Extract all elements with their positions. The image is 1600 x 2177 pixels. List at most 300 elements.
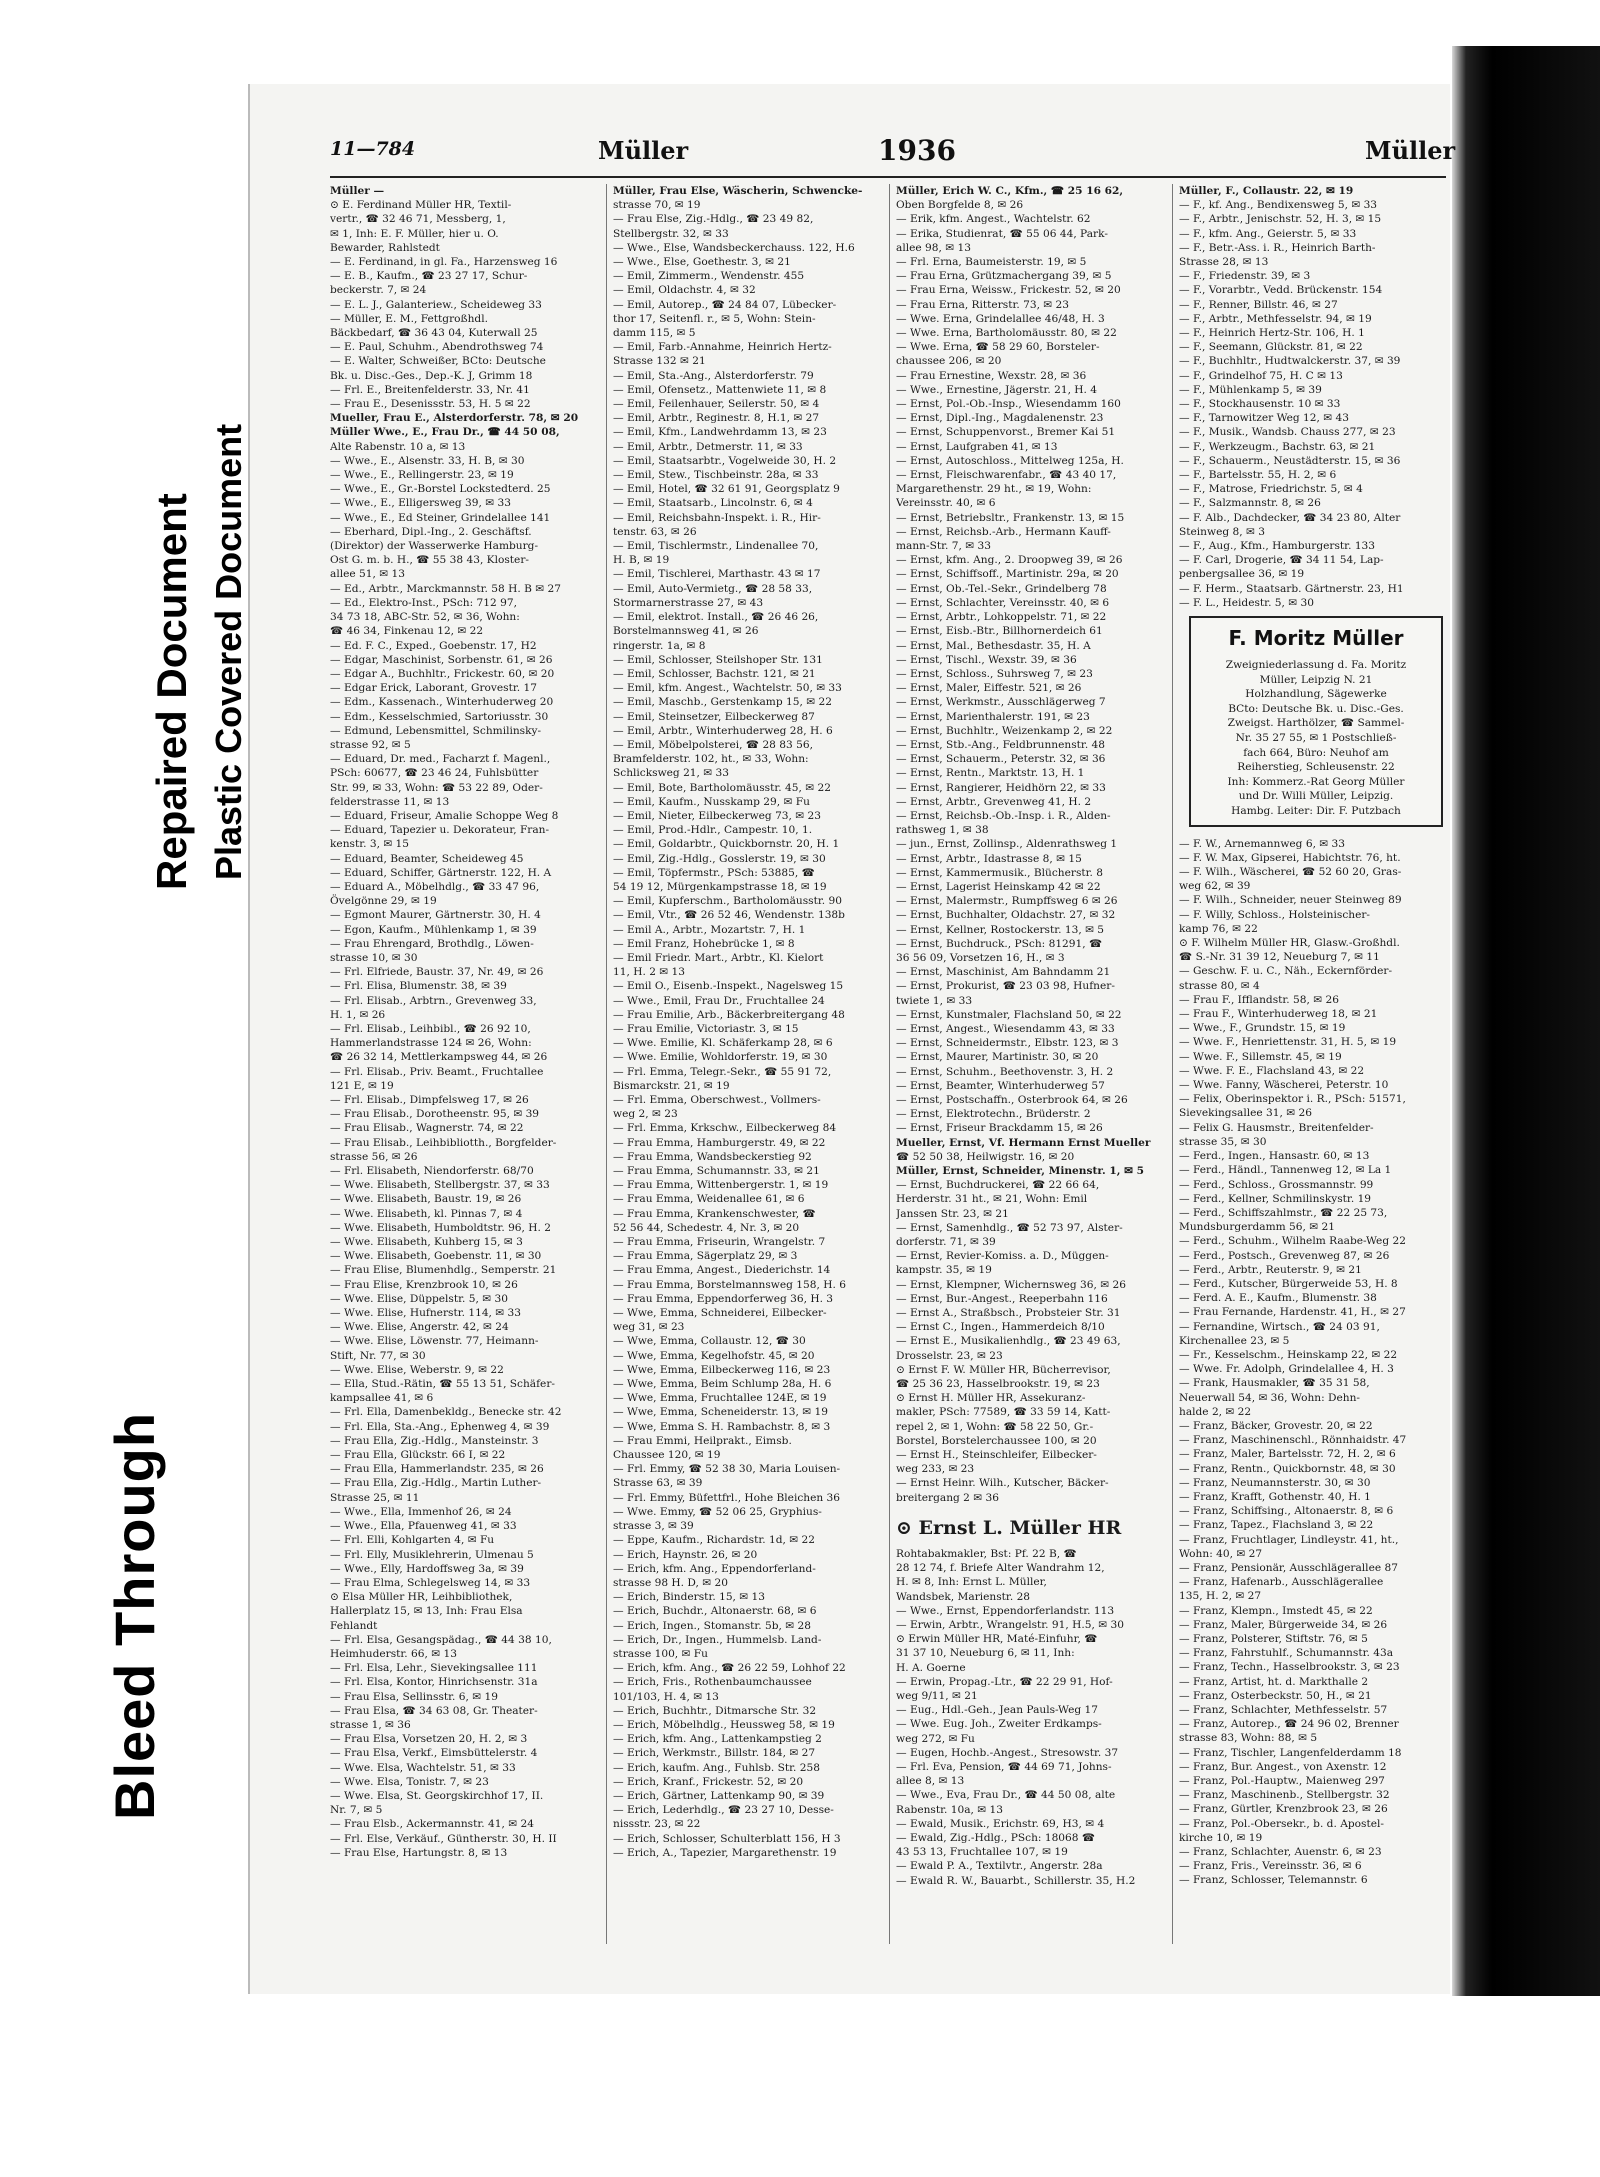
- directory-entry: — Frau Emma, Angest., Diederichstr. 14: [613, 1264, 831, 1277]
- directory-entry: — Ferd., Schloss., Grossmannstr. 99: [1179, 1178, 1374, 1191]
- directory-entry: — Erich, A., Tapezier, Margarethenstr. 19: [613, 1846, 837, 1859]
- directory-entry: — Wwe. Elisabeth, kl. Pinnas 7, ✉ 4: [330, 1207, 523, 1220]
- directory-entry: — Wwe. Elise, Hufnerstr. 114, ✉ 33: [330, 1307, 522, 1320]
- directory-entry: — Ernst, Dipl.-Ing., Magdalenenstr. 23: [896, 412, 1104, 425]
- directory-entry: — Wwe. Emilie, Kl. Schäferkamp 28, ✉ 6: [613, 1037, 833, 1050]
- directory-entry: — Wwe., F., Grundstr. 15, ✉ 19: [1179, 1022, 1346, 1035]
- ad-line: Nr. 35 27 55, ✉ 1 Postschließ-: [1235, 732, 1397, 745]
- directory-entry: — Frau Elsb., Ackermannstr. 41, ✉ 24: [330, 1818, 534, 1831]
- directory-entry: — Emil, Feilenhauer, Seilerstr. 50, ✉ 4: [613, 398, 820, 411]
- directory-entry: — Wwe, Emma S. H. Rambachstr. 8, ✉ 3: [613, 1420, 831, 1433]
- directory-entry: — Ernst, Kellner, Rostockerstr. 13, ✉ 5: [896, 923, 1105, 936]
- directory-entry: — F., Arbtr., Jenischstr. 52, H. 3, ✉ 15: [1179, 213, 1382, 226]
- directory-entry: Ost G. m. b. H., ☎ 55 38 43, Kloster-: [330, 554, 529, 567]
- directory-entry: — Ernst, Arbtr., Grevenweg 41, H. 2: [896, 795, 1092, 808]
- directory-entry: — Frl. Elisab., Priv. Beamt., Fruchtallee: [330, 1065, 544, 1078]
- directory-entry: repel 2, ✉ 1, Wohn: ☎ 58 22 50, Gr.-: [896, 1420, 1094, 1433]
- directory-entry: — Ernst, Bur.-Angest., Reeperbahn 116: [896, 1292, 1108, 1305]
- directory-entry: — E. B., Kaufm., ☎ 23 27 17, Schur-: [330, 270, 528, 283]
- directory-entry: — Ernst, Schneidermstr., Elbstr. 123, ✉ 3: [896, 1037, 1119, 1050]
- directory-entry: — Frau Else, Hartungstr. 8, ✉ 13: [330, 1846, 508, 1859]
- directory-entry: — Frau Emma, Schumannstr. 33, ✉ 21: [613, 1165, 820, 1178]
- directory-entry: 11, H. 2 ✉ 13: [613, 966, 686, 979]
- directory-entry: — Emil, elektrot. Install., ☎ 26 46 26,: [613, 611, 819, 624]
- directory-entry: — Erich, Binderstr. 15, ✉ 13: [613, 1591, 766, 1604]
- directory-entry: — Ernst, Klempner, Wichernsweg 36, ✉ 26: [896, 1278, 1126, 1291]
- directory-entry: — Frau Emmi, Heilprakt., Eimsb.: [613, 1434, 792, 1447]
- directory-entry: — Erich, kaufm. Ang., Fuhlsb. Str. 258: [613, 1761, 820, 1774]
- directory-entry: — Emil, Steinsetzer, Eilbeckerweg 87: [613, 710, 815, 723]
- directory-entry: makler, PSch: 77589, ☎ 33 59 14, Katt-: [896, 1406, 1111, 1419]
- directory-entry: — Eppe, Kaufm., Richardstr. 1d, ✉ 22: [613, 1534, 815, 1547]
- directory-entry: 36 56 09, Vorsetzen 16, H., ✉ 3: [896, 951, 1065, 964]
- directory-entry: H. B, ✉ 19: [613, 554, 670, 567]
- directory-entry: — Ewald R. W., Bauarbt., Schillerstr. 35, H.2: [896, 1874, 1136, 1887]
- directory-entry: Bk. u. Disc.-Ges., Dep.-K. J, Grimm 18: [330, 369, 533, 382]
- directory-entry: Schlicksweg 21, ✉ 33: [613, 767, 730, 780]
- directory-entry: — Ernst, Elektrotechn., Brüderstr. 2: [896, 1108, 1091, 1121]
- directory-entry: Stormarnerstrasse 27, ✉ 43: [613, 596, 764, 609]
- column-divider: [1172, 184, 1173, 1944]
- directory-entry: — Emil, Vtr., ☎ 26 52 46, Wendenstr. 138b: [613, 909, 845, 922]
- directory-entry: — Eug., Hdl.-Geh., Jean Pauls-Weg 17: [896, 1704, 1098, 1717]
- directory-entry: — E. Paul, Schuhm., Abendrothsweg 74: [330, 341, 544, 354]
- directory-entry: — Ernst, Kunstmaler, Flachsland 50, ✉ 22: [896, 1008, 1122, 1021]
- directory-entry: — Frl. Erna, Baumeisterstr. 19, ✉ 5: [896, 256, 1087, 269]
- directory-entry: ⊙ Erwin Müller HR, Maté-Einfuhr, ☎: [896, 1633, 1098, 1646]
- directory-entry: — Wwe. Emmy, ☎ 52 06 25, Gryphius-: [613, 1505, 822, 1518]
- directory-entry: — Emil, Zig.-Hdlg., Gosslerstr. 19, ✉ 30: [613, 852, 826, 865]
- directory-entry: — Ernst, Mal., Bethesdastr. 35, H. A: [896, 639, 1091, 652]
- ad-line: Zweigniederlassung d. Fa. Moritz: [1225, 659, 1407, 672]
- directory-entry: damm 115, ✉ 5: [613, 327, 696, 340]
- directory-entry: — Wwe, Emma, Kegelhofstr. 45, ✉ 20: [613, 1349, 815, 1362]
- directory-entry: — Frau Erna, Weissw., Frickestr. 52, ✉ 20: [896, 284, 1121, 297]
- directory-entry: — Ernst, Maler, Eiffestr. 521, ✉ 26: [896, 682, 1082, 695]
- directory-entry: — Eberhard, Dipl.-Ing., 2. Geschäftsf.: [330, 525, 532, 538]
- directory-entry: — Erich, Werkmstr., Billstr. 184, ✉ 27: [613, 1747, 816, 1760]
- directory-entry: ⊙ E. Ferdinand Müller HR, Textil-: [330, 199, 512, 212]
- directory-entry: — Frl. Elsa, Kontor, Hinrichsenstr. 31a: [330, 1676, 538, 1689]
- directory-entry: — Ernst, Buchdruckerei, ☎ 22 66 64,: [896, 1179, 1100, 1192]
- directory-entry: — Wwe. Fr. Adolph, Grindelallee 4, H. 3: [1179, 1363, 1394, 1376]
- directory-entry: — E. Ferdinand, in gl. Fa., Harzensweg 16: [330, 256, 558, 269]
- directory-entry: kampsallee 41, ✉ 6: [330, 1392, 434, 1405]
- directory-entry: — Emil, Töpfermstr., PSch: 53885, ☎: [613, 866, 815, 879]
- directory-entry: — Ernst, Schlachter, Vereinsstr. 40, ✉ 6: [896, 596, 1110, 609]
- directory-entry: strasse 92, ✉ 5: [330, 738, 411, 751]
- directory-entry: — Frau Ella, Hammerlandstr. 235, ✉ 26: [330, 1463, 544, 1476]
- directory-entry: — F., Friedenstr. 39, ✉ 3: [1179, 270, 1311, 283]
- column-divider: [606, 184, 607, 1944]
- directory-entry: — Franz, Techn., Hasselbrookstr. 3, ✉ 23: [1179, 1661, 1400, 1674]
- directory-entry: — Wwe. Elisabeth, Baustr. 19, ✉ 26: [330, 1193, 522, 1206]
- directory-entry: — Ernst, Buchhltr., Weizenkamp 2, ✉ 22: [896, 724, 1113, 737]
- directory-entry: — Ernst, Marienthalerstr. 191, ✉ 23: [896, 710, 1090, 723]
- directory-entry: — Franz, Rentn., Quickbornstr. 48, ✉ 30: [1179, 1462, 1396, 1475]
- directory-entry: mann-Str. 7, ✉ 33: [896, 540, 991, 553]
- directory-entry: — Eugen, Hochb.-Angest., Stresowstr. 37: [896, 1746, 1119, 1759]
- directory-entry: — Emil, Kfm., Landwehrdamm 13, ✉ 23: [613, 426, 827, 439]
- directory-entry: — Frl. Elisab., Leihbibl., ☎ 26 92 10,: [330, 1022, 531, 1035]
- directory-entry: Str. 99, ✉ 33, Wohn: ☎ 53 22 89, Oder-: [330, 781, 543, 794]
- directory-entry: — Ernst, Samenhdlg., ☎ 52 73 97, Alster-: [896, 1221, 1123, 1234]
- directory-entry: rathsweg 1, ✉ 38: [896, 824, 989, 837]
- directory-entry: — Ernst Heinr. Wilh., Kutscher, Bäcker-: [896, 1477, 1109, 1490]
- directory-entry: — Emil Friedr. Mart., Arbtr., Kl. Kielort: [613, 951, 824, 964]
- directory-entry: — Emil, Goldarbtr., Quickbornstr. 20, H. 1: [613, 838, 840, 851]
- directory-entry: — Felix G. Hausmstr., Breitenfelder-: [1179, 1121, 1374, 1134]
- directory-entry: ⊙ F. Wilhelm Müller HR, Glasw.-Großhdl.: [1179, 937, 1400, 950]
- directory-entry: — Felix, Oberinspektor i. R., PSch: 51571,: [1179, 1093, 1406, 1106]
- directory-entry: — Wwe. F. E., Flachsland 43, ✉ 22: [1179, 1064, 1365, 1077]
- directory-entry: — Ernst, Buchdruck., PSch: 81291, ☎: [896, 937, 1103, 950]
- directory-entry: — Frl. Elsa, Gesangspädag., ☎ 44 38 10,: [330, 1633, 552, 1646]
- directory-entry: — Ed. F. C., Exped., Goebenstr. 17, H2: [330, 639, 537, 652]
- directory-entry: — Eduard, Tapezier u. Dekorateur, Fran-: [330, 824, 550, 837]
- directory-entry: — F., Werkzeugm., Bachstr. 63, ✉ 21: [1179, 440, 1376, 453]
- directory-entry: — Frl. Eva, Pension, ☎ 44 69 71, Johns-: [896, 1760, 1112, 1773]
- directory-entry: — Ferd. A. E., Kaufm., Blumenstr. 38: [1179, 1292, 1377, 1305]
- directory-entry: — F., Heinrich Hertz-Str. 106, H. 1: [1179, 327, 1365, 340]
- directory-entry: — Erich, kfm. Ang., Eppendorferland-: [613, 1562, 816, 1575]
- directory-entry: — Erich, Möbelhdlg., Heussweg 58, ✉ 19: [613, 1718, 835, 1731]
- directory-entry: — Ed., Elektro-Inst., PSch: 712 97,: [330, 596, 517, 609]
- directory-entry: Müller —: [330, 185, 385, 197]
- ad-line: BCto: Deutsche Bk. u. Disc.-Ges.: [1228, 702, 1404, 715]
- directory-entry: H. A. Goerne: [896, 1661, 966, 1674]
- directory-entry: — Erwin, Propag.-Ltr., ☎ 22 29 91, Hof-: [896, 1675, 1113, 1688]
- directory-entry: — Erich, kfm. Ang., ☎ 26 22 59, Lohhof 22: [613, 1662, 846, 1675]
- listing-column-3: [896, 184, 1162, 1964]
- directory-entry: Steinweg 8, ✉ 3: [1179, 525, 1265, 538]
- directory-entry: Bäckbedarf, ☎ 36 43 04, Kuterwall 25: [330, 327, 538, 340]
- directory-entry: — Franz, Schlachter, Auenstr. 6, ✉ 23: [1179, 1846, 1382, 1859]
- directory-entry: — Frau Else, Zig.-Hdlg., ☎ 23 49 82,: [613, 213, 814, 226]
- directory-entry: breitergang 2 ✉ 36: [896, 1491, 999, 1504]
- directory-entry: — Frl. Elly, Musiklehrerin, Ulmenau 5: [330, 1548, 534, 1561]
- directory-entry: — Ernst, Rentn., Marktstr. 13, H. 1: [896, 767, 1085, 780]
- directory-entry: Strasse 25, ✉ 11: [330, 1491, 420, 1504]
- directory-entry: — Frl. Elisabeth, Niendorferstr. 68/70: [330, 1165, 534, 1178]
- directory-entry: — F., Vorarbtr., Vedd. Brückenstr. 154: [1179, 284, 1383, 297]
- directory-entry: thor 17, Seitenfl. r., ✉ 5, Wohn: Stein-: [613, 312, 816, 325]
- directory-entry: kampstr. 35, ✉ 19: [896, 1264, 992, 1277]
- ad-line: und Dr. Willi Müller, Leipzig.: [1238, 790, 1394, 803]
- scan-top-margin: [0, 0, 1600, 46]
- directory-entry: chaussee 206, ✉ 20: [896, 355, 1002, 368]
- directory-entry: Nr. 7, ✉ 5: [330, 1804, 383, 1817]
- directory-entry: Sievekingsallee 31, ✉ 26: [1179, 1107, 1312, 1120]
- directory-entry: — Ewald, Zig.-Hdlg., PSch: 18068 ☎: [896, 1831, 1096, 1844]
- directory-entry: — Frl. Emmy, Büfettfrl., Hohe Bleichen 36: [613, 1491, 841, 1504]
- directory-entry: — Wwe. F., Henriettenstr. 31, H. 5, ✉ 19: [1179, 1036, 1397, 1049]
- directory-entry: — Emil, Kupferschm., Bartholomäusstr. 90: [613, 895, 842, 908]
- directory-entry: — Ernst, kfm. Ang., 2. Droopweg 39, ✉ 26: [896, 554, 1123, 567]
- directory-entry: allee 51, ✉ 13: [330, 568, 405, 581]
- directory-entry: — Wwe. Fanny, Wäscherei, Peterstr. 10: [1179, 1079, 1389, 1092]
- directory-entry: — Franz, Schlachter, Methfesselstr. 57: [1179, 1704, 1388, 1717]
- directory-entry: — Ferd., Ingen., Hansastr. 60, ✉ 13: [1179, 1150, 1370, 1163]
- directory-entry: 28 12 74, f. Briefe Alter Wandrahm 12,: [896, 1562, 1105, 1575]
- directory-entry: Müller, Ernst, Schneider, Minenstr. 1, ✉ 5: [896, 1165, 1145, 1178]
- directory-entry: — Frau Emma, Hamburgerstr. 49, ✉ 22: [613, 1136, 826, 1149]
- directory-entry: — Fr., Kesselschm., Heinskamp 22, ✉ 22: [1179, 1348, 1398, 1361]
- directory-entry: — Wwe. Elsa, Wachtelstr. 51, ✉ 33: [330, 1761, 516, 1774]
- directory-entry: — Ernst, Kammermusik., Blücherstr. 8: [896, 866, 1104, 879]
- directory-entry: — Emil A., Arbtr., Mozartstr. 7, H. 1: [613, 923, 806, 936]
- directory-entry: — Frl. Elsa, Lehr., Sievekingsallee 111: [330, 1662, 538, 1675]
- directory-entry: — Wwe. Elisabeth, Humboldtstr. 96, H. 2: [330, 1221, 551, 1234]
- directory-entry: Fehlandt: [330, 1619, 378, 1632]
- directory-entry: vertr., ☎ 32 46 71, Messberg, 1,: [330, 213, 506, 226]
- advertisement-box: [1189, 616, 1443, 827]
- directory-entry: — Ernst, Revier-Komiss. a. D., Müggen-: [896, 1250, 1109, 1263]
- directory-entry: — Emil, Nieter, Eilbeckerweg 73, ✉ 23: [613, 809, 822, 822]
- directory-entry: Bewarder, Rahlstedt: [330, 241, 440, 254]
- directory-entry: — Frank, Hausmakler, ☎ 35 31 58,: [1179, 1377, 1370, 1390]
- directory-entry: — Ernst, Stb.-Ang., Feldbrunnenstr. 48: [896, 738, 1106, 751]
- directory-entry: — Fernandine, Wirtsch., ☎ 24 03 91,: [1179, 1320, 1380, 1333]
- directory-entry: — Ewald, Musik., Erichstr. 69, H3, ✉ 4: [896, 1817, 1105, 1830]
- directory-entry: Rohtabakmakler, Bst: Pf. 22 B, ☎: [896, 1547, 1077, 1560]
- directory-entry: — F., kfm. Ang., Geierstr. 5, ✉ 33: [1179, 227, 1357, 240]
- directory-entry: — F., Betr.-Ass. i. R., Heinrich Barth-: [1179, 241, 1376, 254]
- ad-line: fach 664, Büro: Neuhof am: [1243, 746, 1389, 759]
- directory-entry: — F. Alb., Dachdecker, ☎ 34 23 80, Alter: [1179, 511, 1401, 524]
- directory-entry: strasse 98 H. D, ✉ 20: [613, 1576, 728, 1589]
- ad-line: Reiherstieg, Schleusenstr. 22: [1237, 761, 1395, 774]
- directory-entry: — Eduard, Schiffer, Gärtnerstr. 122, H. A: [330, 866, 552, 879]
- directory-entry: — Franz, Polsterer, Stiftstr. 76, ✉ 5: [1179, 1633, 1368, 1645]
- directory-entry: — Ernst, Arbtr., Idastrasse 8, ✉ 15: [896, 852, 1082, 865]
- directory-entry: — Ernst, Prokurist, ☎ 23 03 98, Hufner-: [896, 980, 1115, 993]
- directory-entry: Wohn: 40, ✉ 27: [1179, 1547, 1263, 1560]
- directory-entry: ☎ S.-Nr. 31 39 12, Neueburg 7, ✉ 11: [1179, 951, 1380, 964]
- directory-entry: — Ernst, Beamter, Winterhuderweg 57: [896, 1079, 1105, 1092]
- directory-entry: — Ernst, Schuppenvorst., Bremer Kai 51: [896, 426, 1116, 439]
- directory-entry: — Frau Emma, Eppendorferweg 36, H. 3: [613, 1292, 834, 1305]
- directory-entry: Janssen Str. 23, ✉ 21: [896, 1207, 1009, 1220]
- directory-entry: — Wwe. Elise, Weberstr. 9, ✉ 22: [330, 1363, 504, 1376]
- scanner-shadow-right: [1452, 46, 1600, 1996]
- directory-entry: — Ernst, Reichsb.-Ob.-Insp. i. R., Alden-: [896, 809, 1111, 822]
- directory-entry: — Emil, Farb.-Annahme, Heinrich Hertz-: [613, 341, 832, 354]
- directory-entry: 52 56 44, Schedestr. 4, Nr. 3, ✉ 20: [613, 1221, 800, 1234]
- directory-entry: — F., Matrose, Friedrichstr. 5, ✉ 4: [1179, 483, 1363, 496]
- directory-entry: Övelgönne 29, ✉ 19: [330, 895, 437, 908]
- directory-entry: — Frau Elise, Krenzbrook 10, ✉ 26: [330, 1278, 518, 1291]
- directory-entry: — F., Schauerm., Neustädterstr. 15, ✉ 36: [1179, 454, 1401, 467]
- directory-entry: weg 9/11, ✉ 21: [896, 1689, 978, 1702]
- directory-entry: dorferstr. 71, ✉ 39: [896, 1236, 996, 1249]
- directory-entry: Oben Borgfelde 8, ✉ 26: [896, 199, 1024, 212]
- directory-entry: Alte Rabenstr. 10 a, ✉ 13: [330, 440, 466, 453]
- directory-entry: — Frau Emma, Friseurin, Wrangelstr. 7: [613, 1236, 826, 1249]
- directory-entry: — Ernst, Rangierer, Heidhörn 22, ✉ 33: [896, 781, 1106, 794]
- directory-entry: — Frau Elma, Schlegelsweg 14, ✉ 33: [330, 1576, 531, 1589]
- plastic-covered-label: Plastic Covered Document: [208, 423, 249, 880]
- directory-entry: Hallerplatz 15, ✉ 13, Inh: Frau Elsa: [330, 1605, 523, 1618]
- scan-bottom-margin: [0, 1996, 1600, 2177]
- directory-entry: — Frau F., Winterhuderweg 18, ✉ 21: [1179, 1008, 1378, 1021]
- directory-entry: — Emil Franz, Hohebrücke 1, ✉ 8: [613, 937, 795, 950]
- directory-entry: — Franz, Fruchtlager, Lindleystr. 41, ht.,: [1179, 1533, 1399, 1546]
- directory-entry: — Emil, Prod.-Hdlr., Campestr. 10, 1.: [613, 824, 813, 837]
- directory-entry: — Ferd., Kutscher, Bürgerweide 53, H. 8: [1179, 1277, 1398, 1290]
- directory-entry: — Franz, Maler, Bartelsstr. 72, H. 2, ✉ 6: [1179, 1448, 1396, 1461]
- directory-entry: — Wwe, Emma, Eilbeckerweg 116, ✉ 23: [613, 1363, 831, 1376]
- directory-entry: — Emil, Autorep., ☎ 24 84 07, Lübecker-: [613, 298, 837, 311]
- directory-entry: Borstelmannsweg 41, ✉ 26: [613, 625, 759, 638]
- directory-entry: — Ernst, Reichsb.-Arb., Hermann Kauff-: [896, 525, 1111, 538]
- directory-entry: — F., kf. Ang., Bendixensweg 5, ✉ 33: [1179, 199, 1378, 212]
- directory-entry: ☎ 46 34, Finkenau 12, ✉ 22: [330, 625, 484, 638]
- directory-entry: — Ernst, Schuhm., Beethovenstr. 3, H. 2: [896, 1065, 1114, 1078]
- directory-entry: — Wwe. Elsa, St. Georgskirchhof 17, II.: [330, 1789, 544, 1802]
- directory-entry: — Wwe., Ella, Immenhof 26, ✉ 24: [330, 1505, 512, 1518]
- directory-entry: — F., Grindelhof 75, H. C ✉ 13: [1179, 369, 1343, 382]
- directory-entry: strasse 56, ✉ 26: [330, 1150, 418, 1163]
- directory-entry: — Emil, Stew., Tischbeinstr. 28a, ✉ 33: [613, 469, 819, 482]
- directory-entry: Mueller, Ernst, Vf. Hermann Ernst Mueller: [896, 1136, 1151, 1149]
- directory-entry: Bramfelderstr. 102, ht., ✉ 33, Wohn:: [613, 753, 809, 766]
- directory-entry: — Ernst, Friseur Brackdamm 15, ✉ 26: [896, 1122, 1103, 1135]
- directory-entry: — Egon, Kaufm., Mühlenkamp 1, ✉ 39: [330, 923, 537, 936]
- directory-entry: — Ernst H., Steinschleifer, Eilbecker-: [896, 1449, 1097, 1462]
- directory-entry: — Emil, Ofensetz., Mattenwiete 11, ✉ 8: [613, 383, 827, 396]
- directory-entry: — Ernst, Maschinist, Am Bahndamm 21: [896, 966, 1111, 979]
- directory-entry: Strasse 28, ✉ 13: [1179, 256, 1269, 269]
- directory-entry: — Emil, Schlosser, Bachstr. 121, ✉ 21: [613, 667, 816, 680]
- directory-entry: — Wwe., E., Gr.-Borstel Lockstedterd. 25: [330, 483, 551, 496]
- directory-entry: — Wwe. Erna, ☎ 58 29 60, Borsteler-: [896, 341, 1100, 354]
- directory-entry: ringerstr. 1a, ✉ 8: [613, 639, 706, 652]
- directory-entry: — F., Aug., Kfm., Hamburgerstr. 133: [1179, 540, 1376, 553]
- directory-entry: ☎ 26 32 14, Mettlerkampsweg 44, ✉ 26: [330, 1051, 548, 1064]
- directory-entry: — F., Musik., Wandsb. Chauss 277, ✉ 23: [1179, 426, 1396, 439]
- directory-entry: — Frau Elise, Blumenhdlg., Semperstr. 21: [330, 1264, 557, 1277]
- directory-entry: — Franz, Tischler, Langenfelderdamm 18: [1179, 1746, 1402, 1759]
- directory-entry: — Frau Ella, Zig.-Hdlg., Martin Luther-: [330, 1477, 542, 1490]
- directory-entry: — Frl. Emma, Telegr.-Sekr., ☎ 55 91 72,: [613, 1065, 832, 1078]
- directory-entry: strasse 10, ✉ 30: [330, 951, 418, 964]
- directory-entry: Bismarckstr. 21, ✉ 19: [613, 1079, 730, 1092]
- directory-entry: allee 8, ✉ 13: [896, 1775, 965, 1788]
- directory-entry: strasse 100, ✉ Fu: [613, 1647, 708, 1660]
- directory-entry: — Erika, Studienrat, ☎ 55 06 44, Park-: [896, 227, 1108, 240]
- directory-entry: — Frl. Ella, Damenbekldg., Benecke str. 42: [330, 1406, 562, 1419]
- directory-entry: penbergsallee 36, ✉ 19: [1179, 568, 1305, 581]
- directory-entry: — Frau Erna, Ritterstr. 73, ✉ 23: [896, 298, 1070, 311]
- ad-line: Zweigst. Harthölzer, ☎ Sammel-: [1227, 717, 1405, 730]
- directory-entry: — Ernst, Eisb.-Btr., Billhornerdeich 61: [896, 625, 1103, 638]
- directory-entry: Stellbergstr. 32, ✉ 33: [613, 227, 729, 240]
- directory-entry: — Erik, kfm. Angest., Wachtelstr. 62: [896, 213, 1091, 226]
- directory-entry: — Wwe. F., Sillemstr. 45, ✉ 19: [1179, 1050, 1342, 1063]
- directory-entry: — Wwe. Elisabeth, Goebenstr. 11, ✉ 30: [330, 1250, 542, 1263]
- directory-entry: strasse 83, Wohn: 88, ✉ 5: [1179, 1732, 1318, 1745]
- directory-entry: — Franz, Schlosser, Telemannstr. 6: [1179, 1874, 1368, 1887]
- directory-entry: ⊙ Ernst H. Müller HR, Assekuranz-: [896, 1392, 1086, 1405]
- directory-entry: weg 62, ✉ 39: [1179, 880, 1251, 893]
- directory-entry: — Ernst A., Straßbsch., Probsteier Str. 31: [896, 1307, 1121, 1320]
- directory-entry: — Frau Emma, Krankenschwester, ☎: [613, 1207, 816, 1220]
- directory-entry: ⊙ Ernst F. W. Müller HR, Bücherrevisor,: [896, 1363, 1111, 1376]
- directory-entry: — Frl. E., Breitenfelderstr. 33, Nr. 41: [330, 383, 530, 396]
- directory-entry: — Frau Ehrengard, Brothdlg., Löwen-: [330, 937, 534, 950]
- directory-entry: — Emil, Tischlerei, Marthastr. 43 ✉ 17: [613, 568, 821, 581]
- directory-entry: — Müller, E. M., Fettgroßhdl.: [330, 312, 488, 325]
- directory-entry: — Wwe., Else, Wandsbeckerchauss. 122, H.6: [613, 241, 855, 254]
- directory-entry: 135, H. 2, ✉ 27: [1179, 1590, 1262, 1603]
- directory-entry: — Ed., Arbtr., Marckmannstr. 58 H. B ✉ 27: [330, 582, 561, 595]
- directory-entry: — Wwe, Emma, Fruchtallee 124E, ✉ 19: [613, 1392, 827, 1405]
- directory-entry: (Direktor) der Wasserwerke Hamburg-: [330, 540, 539, 553]
- directory-entry: ✉ 1, Inh: E. F. Müller, hier u. O.: [330, 227, 499, 240]
- directory-entry: — Ferd., Schiffszahlmstr., ☎ 22 25 73,: [1179, 1206, 1388, 1219]
- directory-entry: — Franz, Osterbeckstr. 50, H., ✉ 21: [1179, 1689, 1372, 1702]
- directory-entry: PSch: 60677, ☎ 23 46 24, Fuhlsbütter: [330, 767, 539, 780]
- directory-entry: — F. L., Heidestr. 5, ✉ 30: [1179, 596, 1315, 609]
- directory-entry: — Ernst, Maurer, Martinistr. 30, ✉ 20: [896, 1051, 1099, 1064]
- directory-entry: Margarethenstr. 29 ht., ✉ 19, Wohn:: [896, 483, 1092, 496]
- directory-entry: — Emil, Maschb., Gerstenkamp 15, ✉ 22: [613, 696, 832, 709]
- directory-entry: — F., Renner, Billstr. 46, ✉ 27: [1179, 298, 1338, 311]
- directory-entry: weg 31, ✉ 23: [613, 1321, 685, 1334]
- directory-entry: — F. Wilh., Wäscherei, ☎ 52 60 20, Gras-: [1179, 866, 1402, 879]
- directory-entry: — Ernst, Ob.-Tel.-Sekr., Grindelberg 78: [896, 582, 1107, 595]
- directory-entry: — Ernst, Angest., Wiesendamm 43, ✉ 33: [896, 1022, 1115, 1035]
- directory-entry: — Franz, Krafft, Gothenstr. 40, H. 1: [1179, 1490, 1371, 1503]
- directory-entry: — Emil, Kaufm., Nusskamp 29, ✉ Fu: [613, 795, 810, 808]
- directory-entry: — Frl. Emma, Krkschw., Eilbeckerweg 84: [613, 1122, 837, 1135]
- directory-entry: weg 272, ✉ Fu: [896, 1732, 975, 1745]
- directory-entry: — Eduard, Friseur, Amalie Schoppe Weg 8: [330, 809, 559, 822]
- directory-entry: — Frau Emilie, Victoriastr. 3, ✉ 15: [613, 1022, 799, 1035]
- directory-entry: 121 E, ✉ 19: [330, 1079, 394, 1092]
- directory-entry: — Frau Emma, Sägerplatz 29, ✉ 3: [613, 1250, 798, 1263]
- directory-entry: — Ernst, Tischl., Wexstr. 39, ✉ 36: [896, 653, 1077, 666]
- directory-entry: — Franz, Schiffsing., Altonaerstr. 8, ✉ 6: [1179, 1505, 1394, 1518]
- directory-entry: strasse 1, ✉ 36: [330, 1718, 411, 1731]
- directory-entry: kamp 76, ✉ 22: [1179, 922, 1258, 935]
- directory-entry: — Franz, Pensionär, Ausschlägerallee 87: [1179, 1561, 1398, 1574]
- column-divider: [889, 184, 890, 1944]
- directory-entry: — F., Arbtr., Methfesselstr. 94, ✉ 19: [1179, 312, 1372, 325]
- directory-entry: ☎ 52 50 38, Heilwigstr. 16, ✉ 20: [896, 1150, 1075, 1163]
- directory-entry: tenstr. 63, ✉ 26: [613, 525, 697, 538]
- directory-entry: — Emil, Arbtr., Winterhuderweg 28, H. 6: [613, 724, 833, 737]
- directory-entry: — jun., Ernst, Zollinsp., Aldenrathsweg 1: [896, 838, 1118, 851]
- directory-entry: — Erich, Buchhtr., Ditmarsche Str. 32: [613, 1704, 817, 1717]
- ad-title: F. Moritz Müller: [1228, 626, 1404, 651]
- directory-entry: — Wwe., Ernst, Eppendorferlandstr. 113: [896, 1604, 1115, 1617]
- directory-entry: nissstr. 23, ✉ 22: [613, 1818, 701, 1831]
- directory-entry: — Franz, Autorep., ☎ 24 96 02, Brenner: [1179, 1718, 1399, 1731]
- directory-entry: twiete 1, ✉ 33: [896, 994, 973, 1007]
- directory-entry: — Frau Emma, Borstelmannsweg 158, H. 6: [613, 1278, 846, 1291]
- directory-entry: — Wwe, Emma, Schneiderei, Eilbecker-: [613, 1307, 827, 1320]
- directory-entry: — F., Salzmannstr. 8, ✉ 26: [1179, 497, 1321, 510]
- directory-entry: — Frau E., Desenissstr. 53, H. 5 ✉ 22: [330, 398, 531, 411]
- directory-entry: — Emil O., Eisenb.-Inspekt., Nagelsweg 15: [613, 980, 844, 993]
- directory-entry: halde 2, ✉ 22: [1179, 1405, 1252, 1418]
- directory-entry: — Wwe. Elsa, Tonistr. 7, ✉ 23: [330, 1775, 489, 1788]
- directory-entry: — Erich, Dr., Ingen., Hummelsb. Land-: [613, 1633, 822, 1646]
- directory-entry: — F. Willy, Schloss., Holsteinischer-: [1179, 908, 1371, 921]
- listing-column-4: [1179, 184, 1445, 1964]
